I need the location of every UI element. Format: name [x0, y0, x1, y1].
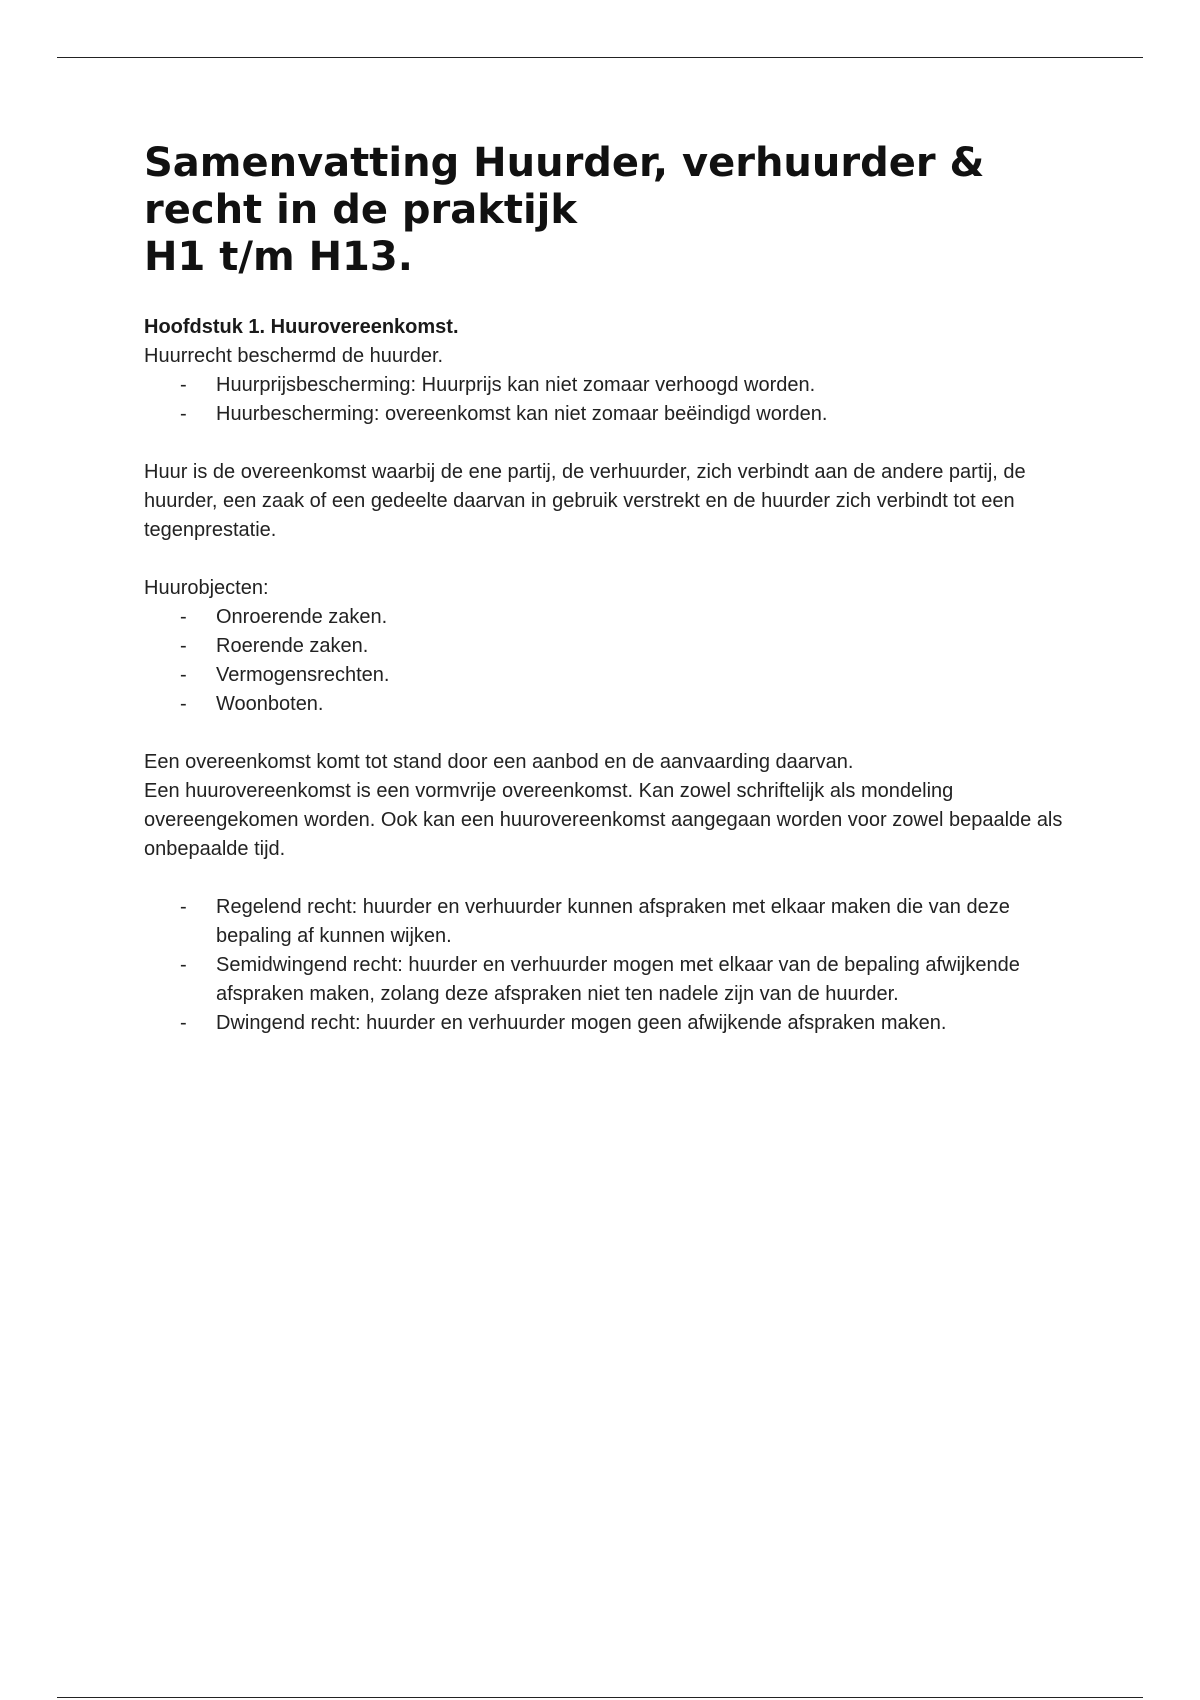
list-item: - Roerende zaken. [144, 632, 1064, 661]
dash-bullet: - [180, 606, 187, 628]
definition-paragraph: Huur is de overeenkomst waarbij de ene partij, de verhuurder, zich verbindt aan de andere partij, de huurder, een zaak of een gedeelte daarvan in gebruik verstrekt en de huurder zich verbindt tot een tegenprestatie. [144, 461, 1026, 541]
list-item: - Semidwingend recht: huurder en verhuurder mogen met elkaar van de bepaling afwijkende afspraken maken, zolang deze afspraken niet ten nadele zijn van de huurder. [144, 951, 1064, 1009]
chapter-heading: Hoofdstuk 1. Huurovereenkomst. [144, 316, 459, 338]
dash-bullet: - [180, 403, 187, 425]
objects-list [144, 603, 1064, 719]
list-item: - Huurbescherming: overeenkomst kan niet zomaar beëindigd worden. [144, 400, 1064, 429]
list-item: - Vermogensrechten. [144, 661, 1064, 690]
agreement-paragraph-1: Een overeenkomst komt tot stand door een aanbod en de aanvaarding daarvan. [144, 751, 854, 773]
list-item: - Onroerende zaken. [144, 603, 1064, 632]
dash-bullet: - [180, 664, 187, 686]
header-rule [57, 57, 1143, 58]
list-item: - Dwingend recht: huurder en verhuurder mogen geen afwijkende afspraken maken. [144, 1009, 1064, 1038]
law-types-list [144, 893, 1064, 1038]
list-item: - Huurprijsbescherming: Huurprijs kan niet zomaar verhoogd worden. [144, 371, 1064, 400]
protection-list [144, 371, 1064, 429]
dash-bullet: - [180, 896, 187, 918]
objects-label: Huurobjecten: [144, 577, 269, 599]
footer-rule [57, 1697, 1143, 1698]
document-title [144, 140, 1064, 281]
list-item: - Regelend recht: huurder en verhuurder kunnen afspraken met elkaar maken die van deze bepaling af kunnen wijken. [144, 893, 1064, 951]
intro-paragraph: Huurrecht beschermd de huurder. [144, 345, 444, 367]
title-line: H1 t/m H13. [144, 234, 413, 280]
dash-bullet: - [180, 693, 187, 715]
dash-bullet: - [180, 1012, 187, 1034]
document-body [144, 140, 1064, 1038]
title-line: Samenvatting Huurder, verhuurder & [144, 140, 985, 186]
agreement-paragraph-2: Een huurovereenkomst is een vormvrije overeenkomst. Kan zowel schriftelijk als mondeling overeengekomen worden. Ook kan een huurovereenkomst aangegaan worden voor zowel bepaalde als onbepaalde tijd. [144, 780, 1063, 860]
list-item: - Woonboten. [144, 690, 1064, 719]
dash-bullet: - [180, 954, 187, 976]
dash-bullet: - [180, 374, 187, 396]
title-line: recht in de praktijk [144, 187, 577, 233]
dash-bullet: - [180, 635, 187, 657]
